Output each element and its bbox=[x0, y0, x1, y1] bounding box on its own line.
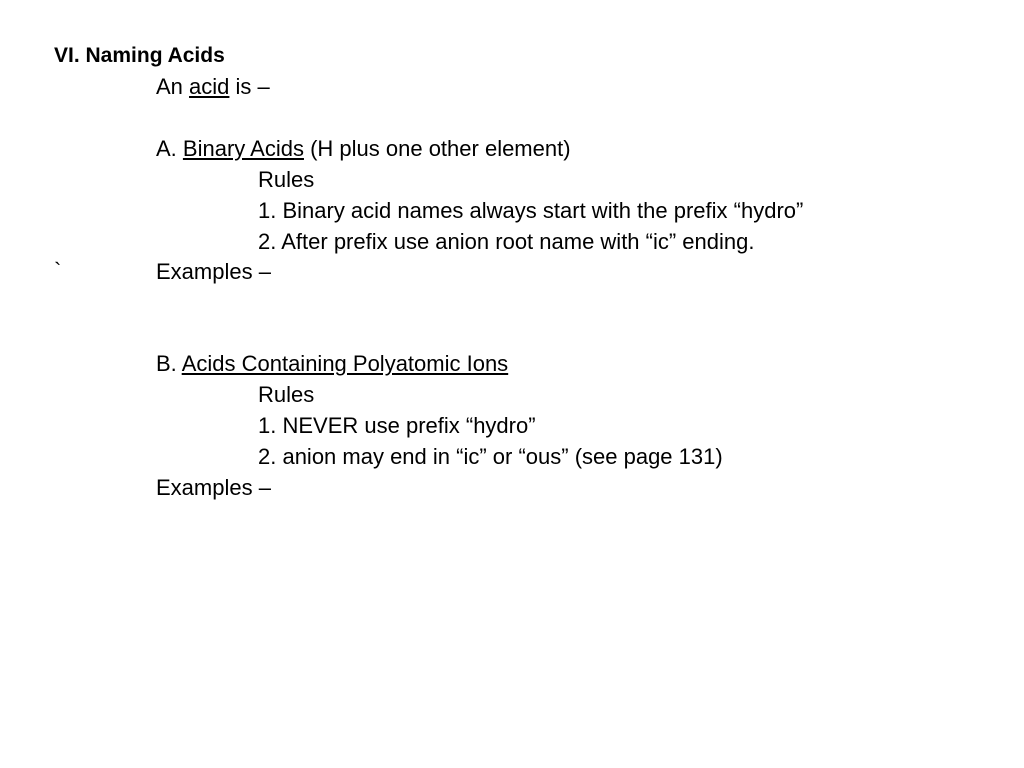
section-b-rule-1: 1. NEVER use prefix “hydro” bbox=[258, 413, 536, 438]
definition-term: acid bbox=[189, 74, 230, 99]
section-a-heading: Binary Acids bbox=[182, 136, 304, 161]
section-b-marker: B. bbox=[156, 351, 182, 376]
section-b-heading: Acids Containing Polyatomic Ions bbox=[181, 351, 509, 376]
section-b-rule-2: 2. anion may end in “ic” or “ous” (see page 131) bbox=[258, 444, 723, 469]
section-b-examples-label: Examples – bbox=[156, 475, 271, 500]
section-a-note: (H plus one other element) bbox=[303, 136, 571, 161]
section-a-rule-1: 1. Binary acid names always start with the prefix “hydro” bbox=[258, 198, 804, 223]
section-a-examples-label: Examples – bbox=[156, 259, 271, 284]
definition-suffix: is – bbox=[229, 74, 270, 99]
definition-prefix: An bbox=[156, 74, 190, 99]
acid-definition-line bbox=[156, 74, 270, 100]
section-a-rule-2: 2. After prefix use anion root name with “ic” ending. bbox=[258, 229, 755, 254]
section-b-rules-label: Rules bbox=[258, 382, 315, 407]
section-a-heading-line bbox=[156, 136, 571, 162]
section-a-rules-label: Rules bbox=[258, 167, 315, 192]
stray-mark: ` bbox=[54, 258, 62, 283]
section-b-heading-line bbox=[156, 351, 508, 377]
slide-title: VI. Naming Acids bbox=[54, 44, 225, 67]
section-a-marker: A. bbox=[156, 136, 183, 161]
